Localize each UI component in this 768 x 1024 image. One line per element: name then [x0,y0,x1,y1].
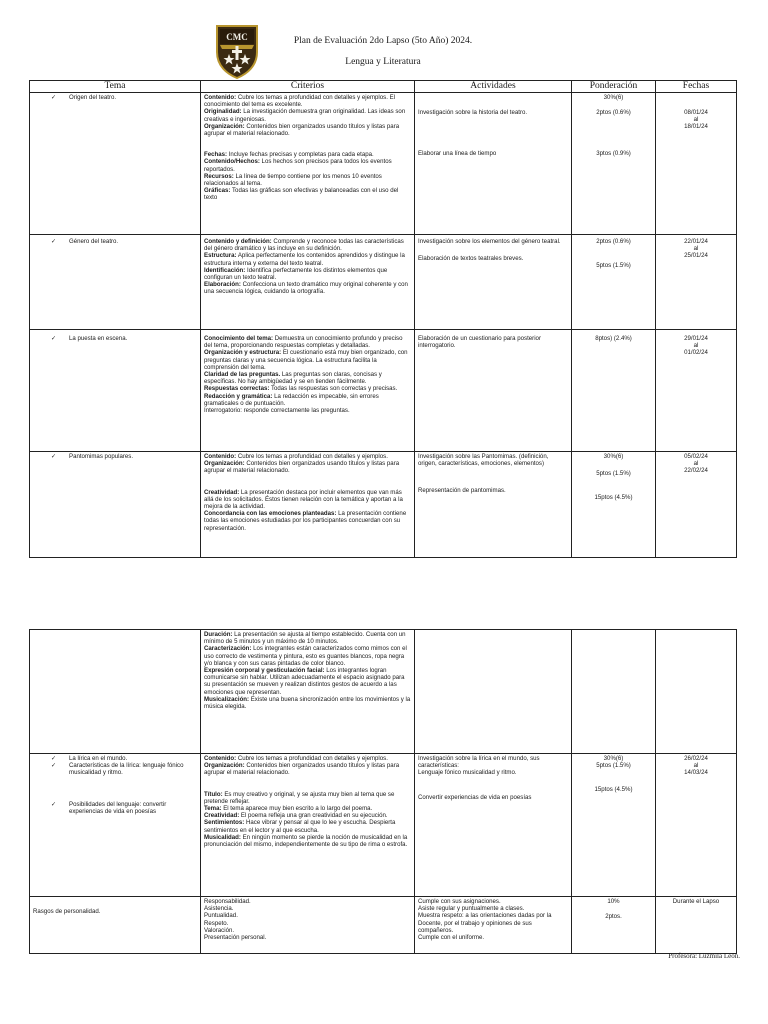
date-text: Durante el Lapso [672,898,720,905]
tema-cell [30,330,201,452]
criterion-text: Los hechos son precisos para todos los eventos reportados. [204,158,392,173]
criterion-label: Organización: [204,122,245,130]
criterion-label: Creatividad: [204,488,240,496]
criterion-text: Identifica perfectamente los distintos elementos que configuran un texto teatral. [204,266,388,282]
weight-text: 2ptos (0.6%) [596,238,631,245]
tema-text: Origen del teatro. [69,94,117,101]
date-text: al [693,342,699,350]
checkmark-icon: ✓ [51,800,57,808]
activity-text: Asiste regular y puntualmente a clases. [418,905,525,913]
checkmark-icon: ✓ [51,238,57,245]
activity-text: Investigación sobre las Pantomimas. (definición, origen, características, emociones, elementos) [418,453,549,468]
criterion-text: Los integrantes están caracterizados como mimos con el uso correcto de vestimenta y pintura, esto es guantes blancos, ropa negra y/o blanca y con sus caras pintadas de color blanco. [204,645,407,667]
date-text: 01/02/24 [684,349,708,357]
criterion-text: La presentación se ajusta al tiempo establecido. Cuenta con un mínimo de 5 minutos y un máximo de 10 minutos. [204,631,406,646]
date-text: 14/03/24 [684,769,708,777]
actividades-cell [415,897,572,954]
school-crest-logo [214,22,260,80]
criterion-label: Contenido: [204,755,237,762]
evaluation-table-part-1 [29,80,737,558]
fechas-cell [656,897,737,954]
criterion-label: Organización: [204,762,245,770]
activity-text: Cumple con sus asignaciones. [418,898,501,905]
ponderacion-cell [572,452,656,558]
criterios-cell [201,630,415,754]
criterion-label: Contenido: [204,94,237,101]
weight-text: 8ptos) (2.4%) [595,335,632,342]
table-row [30,630,737,754]
tema-cell [30,754,201,897]
criterion-text: El cuestionario está muy bien organizado, con preguntas claras y una secuencia lógica. La estructura facilita la comprensión del tema. [204,349,408,371]
tema-cell [30,235,201,330]
column-header-ponderacion: Ponderación [572,81,656,93]
tema-text: La puesta en escena. [69,335,128,342]
criterion-label: Duración: [204,631,233,638]
criterion-label: Contenido y definición: [204,238,272,245]
criterion-label: Contenido: [204,453,237,460]
criterion-text: La línea de tiempo contiene por los menos 10 eventos relacionados al tema. [204,172,382,188]
criterion-text: El poema refleja una gran creatividad en su ejecución. [239,812,388,820]
criterion-text: Cubre los temas a profundidad con detalles y ejemplos. [236,755,388,762]
criterion-text: Es muy creativo y original, y se ajusta muy bien al tema que se pretende reflejar. [204,790,395,805]
fechas-cell [656,630,737,754]
criterion-label: Musicalidad: [204,833,241,841]
fechas-cell [656,452,737,558]
actividades-cell [415,754,572,897]
criterion-label: Sentimientos: [204,819,245,827]
column-header-actividades: Actividades [415,81,572,93]
checkmark-icon: ✓ [51,453,57,460]
checkmark-icon: ✓ [51,94,57,101]
actividades-cell [415,93,572,235]
date-text: 05/02/24 [684,453,708,460]
criterion-text: Aplica perfectamente los contenidos aprendidos y distingue la estructura interna y externa del texto teatral. [204,252,405,267]
weight-text: 15ptos (4.5%) [594,786,633,794]
criterion-text: Cubre los temas a profundidad con detalles y ejemplos. [236,453,388,460]
criterios-cell [201,452,415,558]
criterion-label: Organización y estructura: [204,349,282,357]
checkmark-icon: ✓ [51,335,57,342]
criterion-text: Incluye fechas precisas y completas para cada etapa. [227,151,374,159]
criterion-label: Claridad de las preguntas. [204,371,281,379]
ponderacion-cell [572,93,656,235]
date-text: 18/01/24 [684,123,708,131]
document-title: Plan de Evaluación 2do Lapso (5to Año) 2024. [293,36,473,46]
weight-text: 10% [607,898,620,905]
date-text: 22/01/24 [684,238,708,245]
table-row [30,754,737,897]
criterion-label: Estructura: [204,252,237,260]
criterion-label: Caracterización: [204,645,252,653]
table-row [30,93,737,235]
criterios-cell [201,330,415,452]
actividades-cell [415,330,572,452]
criterion-label: Respuestas correctas: [204,385,270,393]
criterion-text: Los integrantes logran comunicarse sin hablar. Utilizan adecuadamente el espacio asignado para su presentación se mueven y realizan distintos gestos de acuerdo a las emociones que representan. [204,667,405,696]
activity-text: Convertir experiencias de vida en poesías [418,793,532,801]
criterios-cell [201,235,415,330]
criterion-text: La redacción es impecable, sin errores gramaticales o de puntuación. [204,392,379,407]
criterion-text: Contenidos bien organizados usando títulos y listas para agrupar el material relacionado. [204,460,400,475]
column-header-tema: Tema [30,81,201,93]
activity-text: Investigación sobre los elementos del género teatral. [418,238,561,245]
date-text: 25/01/24 [684,252,708,260]
table-row [30,235,737,330]
teacher-signature: Profesora: Luzmila León. [668,952,740,960]
criterion-text: Puntualidad. [204,912,238,920]
criterion-label: Musicalización: [204,695,250,703]
activity-text: Lenguaje fónico musicalidad y ritmo. [418,769,517,777]
fechas-cell [656,330,737,452]
tema-cell [30,630,201,754]
criterion-text: La presentación contiene todas las emociones estudiadas por los participantes concuerdan con su representación. [204,510,407,532]
weight-text: 30%(6) [603,755,624,762]
criterion-text: Hace vibrar y pensar al que lo lee y escucha. Despierta sentimientos en el lector y al que escucha. [204,819,396,834]
tema-text: Posibilidades del lenguaje: convertir experiencias de vida en poesías [69,800,167,815]
criterion-label: Conocimiento del tema: [204,335,274,342]
criterios-cell [201,754,415,897]
criterion-label: Concordancia con las emociones planteadas: [204,510,337,518]
table-row [30,330,737,452]
criterion-text: Existe una buena sincronización entre los movimientos y la música elegida. [204,695,411,711]
actividades-cell [415,452,572,558]
ponderacion-cell [572,330,656,452]
activity-text: Investigación sobre la historia del teatro. [418,109,528,116]
criterion-label: Creatividad: [204,812,240,820]
date-text: 26/02/24 [684,755,708,762]
criterion-text: El tema aparece muy bien escrito a lo largo del poema. [221,805,373,813]
activity-text: Investigación sobre la lírica en el mundo, sus características: [418,755,540,770]
criterion-label: Fechas: [204,151,228,159]
weight-text: 15ptos (4.5%) [594,494,633,502]
criterion-text: En ningún momento se pierde la noción de musicalidad en la pronunciación del mismo, independientemente de su tipo de rima o estrofa. [204,833,408,849]
weight-text: 3ptos (0.9%) [596,150,631,158]
weight-text: 5ptos (1.5%) [596,262,631,270]
criterion-label: Elaboración: [204,281,241,289]
actividades-cell [415,235,572,330]
criterion-label: Redacción y gramática: [204,392,273,400]
tema-text: Género del teatro. [69,238,119,245]
column-header-fechas: Fechas [656,81,737,93]
weight-text: 5ptos (1.5%) [596,470,631,478]
ponderacion-cell [572,235,656,330]
criterion-label: Título: [204,790,223,798]
criterion-text: Contenidos bien organizados usando títulos y listas para agrupar el material relacionado. [204,122,400,138]
date-text: 29/01/24 [684,335,708,342]
column-header-criterios: Criterios [201,81,415,93]
criterion-label: Tema: [204,805,222,813]
criterion-label: Gráficas: [204,187,231,195]
criterion-label: Identificación: [204,266,246,274]
criterion-text: Contenidos bien organizados usando títulos y listas para agrupar el material relacionado. [204,762,400,777]
table-row [30,897,737,954]
activity-text: Muestra respeto: a las orientaciones dadas por la Docente, por el trabajo y opiniones de sus compañeros. [418,912,552,934]
criterion-text: Responsabilidad. [204,898,251,905]
tema-text: Rasgos de personalidad. [33,908,101,915]
criterion-text: Las preguntas son claras, concisas y específicas. No hay ambigüedad y se en tienden fácilmente. [204,371,382,386]
weight-text: 30%(6) [603,453,624,460]
activity-text: Representación de pantomimas. [418,487,506,495]
checkmark-icon: ✓ [51,755,57,762]
criterion-label: Originalidad: [204,108,242,116]
criterion-text: Todas las gráficas son efectivas y balanceadas con el uso del texto [204,187,399,202]
criterion-label: Recursos: [204,172,234,180]
evaluation-table-part-2 [29,629,737,954]
tema-cell [30,897,201,954]
activity-text: Elaborar una línea de tiempo [418,150,497,158]
activity-text: Elaboración de un cuestionario para posterior interrogatorio. [418,335,541,350]
criterion-label: Organización: [204,460,245,468]
ponderacion-cell [572,754,656,897]
date-text: 08/01/24 [684,109,708,116]
svg-text:CMC: CMC [226,32,248,42]
fechas-cell [656,93,737,235]
criterion-text: Valoración. [204,926,235,934]
tema-text: La lírica en el mundo. [69,755,128,762]
criterios-cell [201,93,415,235]
fechas-cell [656,754,737,897]
ponderacion-cell [572,897,656,954]
criterion-label: Contenido/Hechos: [204,158,260,166]
date-text: al [693,245,699,253]
tema-text: Pantomimas populares. [69,453,134,460]
criterion-label: Expresión corporal y gesticulación facial: [204,667,325,675]
activity-text: Cumple con el uniforme. [418,934,485,942]
document-subject: Lengua y Literatura [345,57,421,67]
criterion-text: Interrogatorio: responde correctamente las preguntas. [204,407,350,415]
criterios-cell [201,897,415,954]
date-text: al [693,116,699,124]
date-text: al [693,762,699,770]
criterion-text: Confecciona un texto dramático muy original coherente y con una secuencia lógica, cuidando la ortografía. [204,281,408,296]
tema-text: Características de la lírica: lenguaje fónico musicalidad y ritmo. [69,762,184,777]
weight-text: 2ptos. [605,913,622,921]
criterion-text: Presentación personal. [204,934,267,942]
ponderacion-cell [572,630,656,754]
weight-text: 30%(6) [603,94,624,101]
criterion-text: Cubre los temas a profundidad con detalles y ejemplos. El conocimiento del tema es excelente. [204,94,396,109]
fechas-cell [656,235,737,330]
criterion-text: Respeto. [204,919,229,927]
criterion-text: La investigación demuestra gran originalidad. Las ideas son creativas e ingeniosas. [204,108,406,123]
weight-text: 2ptos (0.6%) [596,109,631,117]
tema-cell [30,452,201,558]
weight-text: 5ptos (1.5%) [596,762,631,770]
tema-cell [30,93,201,235]
criterion-text: Demuestra un conocimiento profundo y preciso del tema, proporcionando respuestas completas y detalladas. [204,335,403,350]
criterion-text: La presentación destaca por incluir elementos que van más allá de los solicitados. Éstos tienen relación con la temática y aportan a la mejora de la actividad. [204,488,403,511]
table-header-row [30,81,737,93]
date-text: al [693,460,699,468]
criterion-text: Todas las respuestas son correctas y precisas. [269,385,398,393]
actividades-cell [415,630,572,754]
table-row [30,452,737,558]
activity-text: Elaboración de textos teatrales breves. [418,255,524,263]
date-text: 22/02/24 [684,467,708,475]
checkmark-icon: ✓ [51,762,57,770]
criterion-text: Comprende y reconoce todas las características del género dramático y las incluye en su definición. [204,238,404,253]
criterion-text: Asistencia. [204,905,234,913]
